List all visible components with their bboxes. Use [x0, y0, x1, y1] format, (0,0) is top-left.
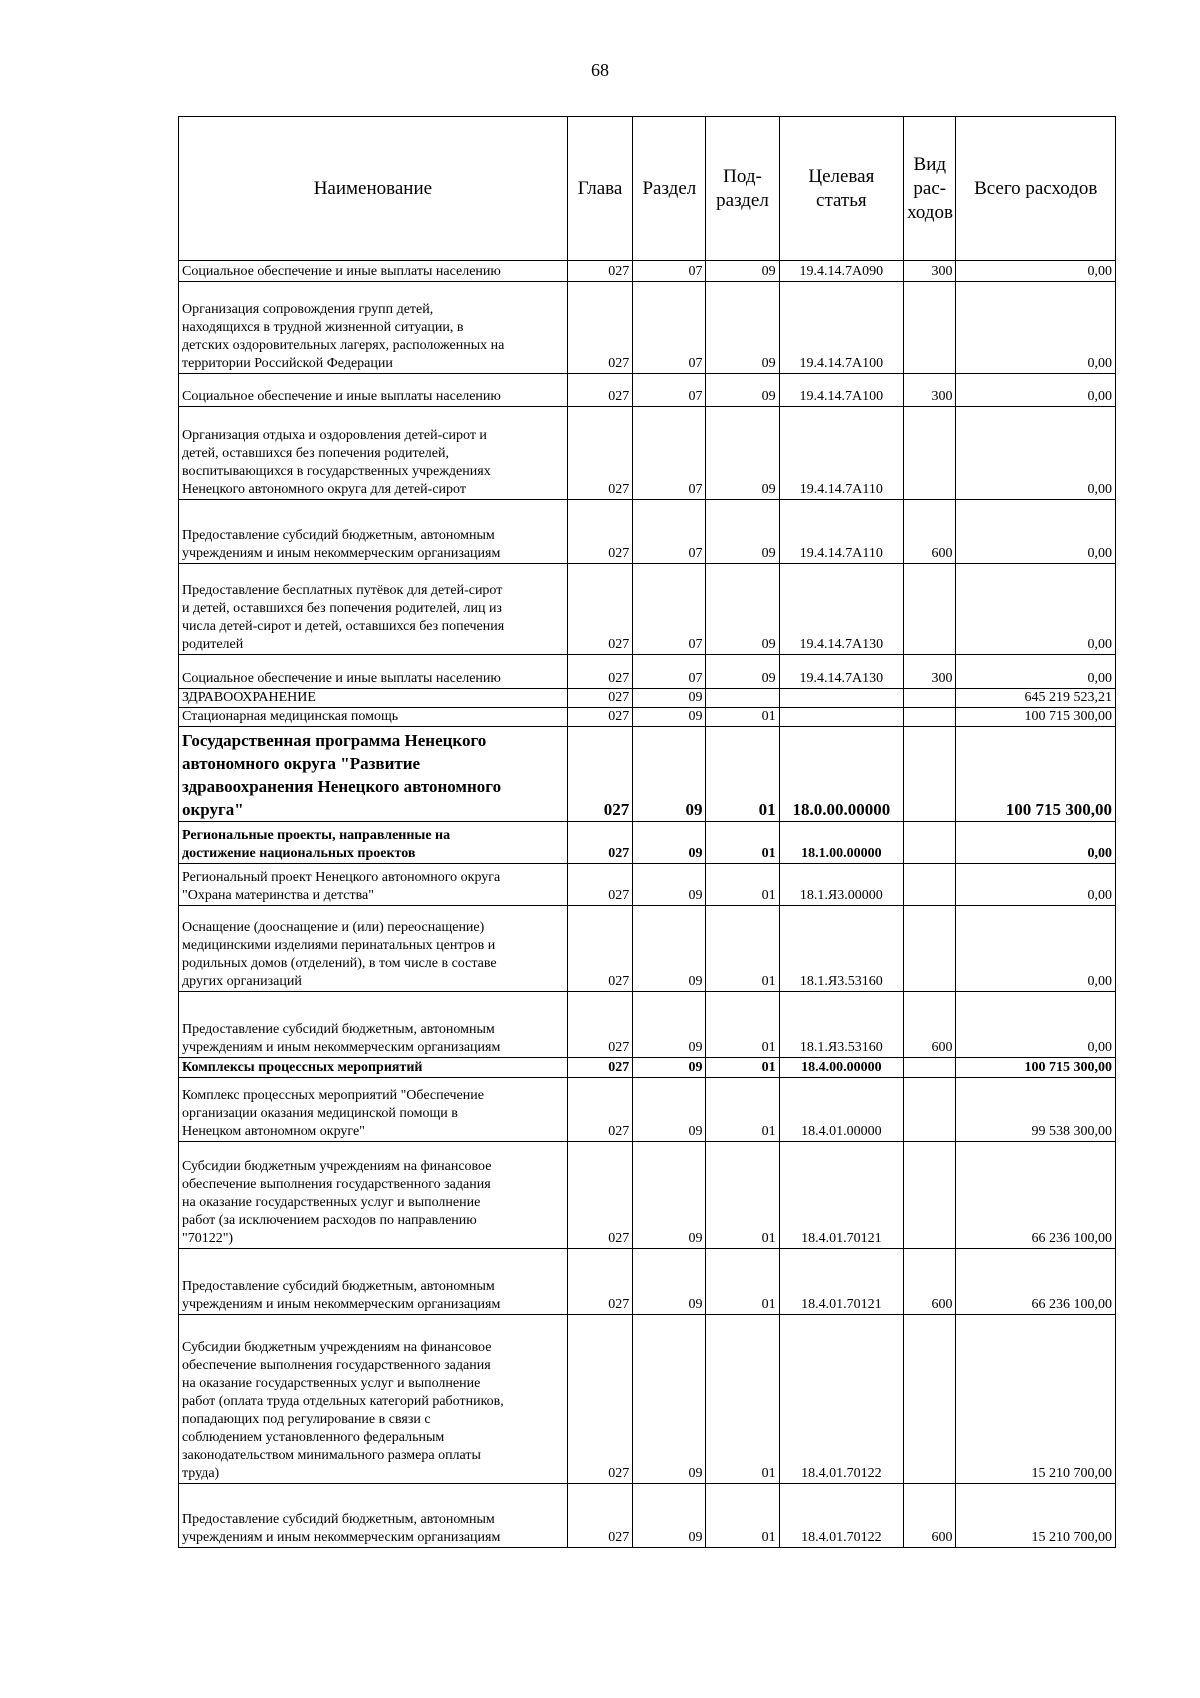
row-razdel: 09	[633, 992, 706, 1058]
row-vid: 300	[904, 374, 956, 407]
row-target: 19.4.14.7А100	[779, 282, 903, 374]
row-total: 0,00	[956, 374, 1116, 407]
header-target: Целевая статья	[779, 117, 903, 261]
row-razdel: 09	[633, 1078, 706, 1142]
row-target: 18.4.01.70122	[779, 1315, 903, 1484]
row-vid	[904, 708, 956, 727]
row-vid	[904, 689, 956, 708]
row-glava: 027	[567, 822, 633, 864]
row-total: 99 538 300,00	[956, 1078, 1116, 1142]
row-glava: 027	[567, 282, 633, 374]
row-name: Предоставление субсидий бюджетным, автономным учреждениям и иным некоммерческим организациям	[179, 1484, 568, 1548]
row-target: 19.4.14.7А130	[779, 564, 903, 655]
row-name: Субсидии бюджетным учреждениям на финансовое обеспечение выполнения государственного задания на оказание государственных услуг и выполнение работ (за исключением расходов по направлению "70122")	[179, 1142, 568, 1249]
header-vid: Вид рас- ходов	[904, 117, 956, 261]
row-name: Организация отдыха и оздоровления детей-сирот и детей, оставшихся без попечения родителей, воспитывающихся в государственных учреждениях Ненецкого автономного округа для детей-сирот	[179, 407, 568, 500]
row-name: Социальное обеспечение и иные выплаты населению	[179, 261, 568, 282]
row-total: 0,00	[956, 906, 1116, 992]
row-glava: 027	[567, 708, 633, 727]
row-glava: 027	[567, 1315, 633, 1484]
row-target: 18.4.01.00000	[779, 1078, 903, 1142]
table-row	[179, 689, 1116, 708]
row-total: 100 715 300,00	[956, 727, 1116, 822]
row-glava: 027	[567, 655, 633, 689]
row-target: 18.1.Я3.53160	[779, 992, 903, 1058]
row-glava: 027	[567, 1249, 633, 1315]
row-total: 0,00	[956, 992, 1116, 1058]
row-razdel: 09	[633, 1058, 706, 1078]
row-vid	[904, 727, 956, 822]
row-podrazdel: 01	[706, 1058, 779, 1078]
row-vid: 300	[904, 261, 956, 282]
row-glava: 027	[567, 500, 633, 564]
row-razdel: 07	[633, 261, 706, 282]
row-total: 0,00	[956, 822, 1116, 864]
row-target: 19.4.14.7А090	[779, 261, 903, 282]
row-total: 0,00	[956, 282, 1116, 374]
table-row	[179, 1315, 1116, 1484]
row-target: 18.0.00.00000	[779, 727, 903, 822]
row-podrazdel: 01	[706, 1142, 779, 1249]
row-vid	[904, 282, 956, 374]
table-row	[179, 906, 1116, 992]
row-razdel: 09	[633, 1249, 706, 1315]
row-name: Оснащение (дооснащение и (или) переоснащение) медицинскими изделиями перинатальных центров и родильных домов (отделений), в том числе в составе других организаций	[179, 906, 568, 992]
row-total: 66 236 100,00	[956, 1249, 1116, 1315]
row-target: 18.4.01.70122	[779, 1484, 903, 1548]
row-vid: 600	[904, 1249, 956, 1315]
row-name: Социальное обеспечение и иные выплаты населению	[179, 655, 568, 689]
row-podrazdel: 01	[706, 864, 779, 906]
table-row	[179, 282, 1116, 374]
row-vid: 600	[904, 992, 956, 1058]
row-podrazdel: 01	[706, 1484, 779, 1548]
row-name: Предоставление субсидий бюджетным, автономным учреждениям и иным некоммерческим организациям	[179, 1249, 568, 1315]
row-total: 100 715 300,00	[956, 1058, 1116, 1078]
row-target: 18.4.01.70121	[779, 1142, 903, 1249]
header-total: Всего расходов	[956, 117, 1116, 261]
row-podrazdel: 09	[706, 655, 779, 689]
table-row	[179, 1484, 1116, 1548]
table-row	[179, 407, 1116, 500]
row-vid: 600	[904, 500, 956, 564]
row-podrazdel	[706, 689, 779, 708]
row-name: Региональные проекты, направленные на достижение национальных проектов	[179, 822, 568, 864]
budget-table	[178, 116, 1116, 1548]
row-target	[779, 689, 903, 708]
row-vid	[904, 1315, 956, 1484]
row-glava: 027	[567, 1058, 633, 1078]
row-glava: 027	[567, 864, 633, 906]
row-name: Стационарная медицинская помощь	[179, 708, 568, 727]
row-name: Государственная программа Ненецкого автономного округа "Развитие здравоохранения Ненецкого автономного округа"	[179, 727, 568, 822]
row-razdel: 07	[633, 374, 706, 407]
row-target: 19.4.14.7А100	[779, 374, 903, 407]
row-vid: 600	[904, 1484, 956, 1548]
table-row	[179, 1058, 1116, 1078]
row-name: Комплексы процессных мероприятий	[179, 1058, 568, 1078]
row-glava: 027	[567, 727, 633, 822]
row-razdel: 09	[633, 689, 706, 708]
row-total: 15 210 700,00	[956, 1484, 1116, 1548]
row-target	[779, 708, 903, 727]
table-row	[179, 261, 1116, 282]
row-name: Субсидии бюджетным учреждениям на финансовое обеспечение выполнения государственного задания на оказание государственных услуг и выполнение работ (оплата труда отдельных категорий работников, попадающих под регулирование в связи с соблюдением установленного федеральным законодательством минимального размера оплаты труда)	[179, 1315, 568, 1484]
row-razdel: 09	[633, 1484, 706, 1548]
row-target: 18.4.01.70121	[779, 1249, 903, 1315]
table-row	[179, 727, 1116, 822]
row-razdel: 09	[633, 708, 706, 727]
row-total: 0,00	[956, 407, 1116, 500]
table-row	[179, 1142, 1116, 1249]
row-total: 66 236 100,00	[956, 1142, 1116, 1249]
row-podrazdel: 01	[706, 822, 779, 864]
row-razdel: 07	[633, 282, 706, 374]
row-total: 645 219 523,21	[956, 689, 1116, 708]
row-vid	[904, 906, 956, 992]
table-row	[179, 864, 1116, 906]
row-podrazdel: 09	[706, 282, 779, 374]
row-glava: 027	[567, 261, 633, 282]
row-vid	[904, 822, 956, 864]
row-podrazdel: 09	[706, 407, 779, 500]
page-number: 68	[591, 60, 609, 80]
row-total: 0,00	[956, 864, 1116, 906]
row-podrazdel: 09	[706, 374, 779, 407]
table-body	[179, 261, 1116, 1548]
row-razdel: 07	[633, 500, 706, 564]
row-vid: 300	[904, 655, 956, 689]
row-total: 0,00	[956, 655, 1116, 689]
row-glava: 027	[567, 407, 633, 500]
row-podrazdel: 01	[706, 1315, 779, 1484]
row-podrazdel: 09	[706, 261, 779, 282]
table-row	[179, 1249, 1116, 1315]
row-vid	[904, 864, 956, 906]
table-row	[179, 374, 1116, 407]
row-vid	[904, 407, 956, 500]
row-glava: 027	[567, 992, 633, 1058]
row-total: 0,00	[956, 564, 1116, 655]
table-row	[179, 708, 1116, 727]
row-vid	[904, 564, 956, 655]
row-podrazdel: 01	[706, 1249, 779, 1315]
row-razdel: 09	[633, 1142, 706, 1249]
row-glava: 027	[567, 689, 633, 708]
row-total: 0,00	[956, 500, 1116, 564]
row-glava: 027	[567, 1078, 633, 1142]
row-vid	[904, 1078, 956, 1142]
table-row	[179, 1078, 1116, 1142]
row-target: 19.4.14.7А130	[779, 655, 903, 689]
row-target: 18.1.00.00000	[779, 822, 903, 864]
header-name: Наименование	[179, 117, 568, 261]
header-razdel: Раздел	[633, 117, 706, 261]
row-razdel: 07	[633, 564, 706, 655]
row-total: 100 715 300,00	[956, 708, 1116, 727]
row-podrazdel: 01	[706, 708, 779, 727]
table-row	[179, 500, 1116, 564]
row-podrazdel: 09	[706, 500, 779, 564]
row-name: Региональный проект Ненецкого автономного округа "Охрана материнства и детства"	[179, 864, 568, 906]
table-row	[179, 564, 1116, 655]
row-razdel: 07	[633, 407, 706, 500]
row-glava: 027	[567, 1142, 633, 1249]
row-total: 0,00	[956, 261, 1116, 282]
row-target: 18.1.Я3.53160	[779, 906, 903, 992]
row-razdel: 09	[633, 822, 706, 864]
row-glava: 027	[567, 1484, 633, 1548]
row-podrazdel: 01	[706, 727, 779, 822]
row-name: Социальное обеспечение и иные выплаты населению	[179, 374, 568, 407]
row-target: 18.1.Я3.00000	[779, 864, 903, 906]
row-razdel: 07	[633, 655, 706, 689]
row-razdel: 09	[633, 1315, 706, 1484]
row-target: 18.4.00.00000	[779, 1058, 903, 1078]
table-row	[179, 655, 1116, 689]
row-razdel: 09	[633, 906, 706, 992]
table-row	[179, 822, 1116, 864]
row-total: 15 210 700,00	[956, 1315, 1116, 1484]
row-name: Организация сопровождения групп детей, находящихся в трудной жизненной ситуации, в детских оздоровительных лагерях, расположенных на территории Российской Федерации	[179, 282, 568, 374]
row-vid	[904, 1142, 956, 1249]
row-glava: 027	[567, 564, 633, 655]
row-name: Предоставление субсидий бюджетным, автономным учреждениям и иным некоммерческим организациям	[179, 500, 568, 564]
table-row	[179, 992, 1116, 1058]
row-name: Предоставление субсидий бюджетным, автономным учреждениям и иным некоммерческим организациям	[179, 992, 568, 1058]
row-target: 19.4.14.7А110	[779, 407, 903, 500]
row-name: Комплекс процессных мероприятий "Обеспечение организации оказания медицинской помощи в Ненецком автономном округе"	[179, 1078, 568, 1142]
row-razdel: 09	[633, 864, 706, 906]
row-vid	[904, 1058, 956, 1078]
row-podrazdel: 09	[706, 564, 779, 655]
row-glava: 027	[567, 906, 633, 992]
row-razdel: 09	[633, 727, 706, 822]
row-name: Предоставление бесплатных путёвок для детей-сирот и детей, оставшихся без попечения родителей, лиц из числа детей-сирот и детей, оставшихся без попечения родителей	[179, 564, 568, 655]
row-podrazdel: 01	[706, 906, 779, 992]
row-podrazdel: 01	[706, 992, 779, 1058]
row-target: 19.4.14.7А110	[779, 500, 903, 564]
header-glava: Глава	[567, 117, 633, 261]
row-glava: 027	[567, 374, 633, 407]
row-name: ЗДРАВООХРАНЕНИЕ	[179, 689, 568, 708]
table-header	[179, 117, 1116, 261]
header-podrazdel: Под- раздел	[706, 117, 779, 261]
row-podrazdel: 01	[706, 1078, 779, 1142]
